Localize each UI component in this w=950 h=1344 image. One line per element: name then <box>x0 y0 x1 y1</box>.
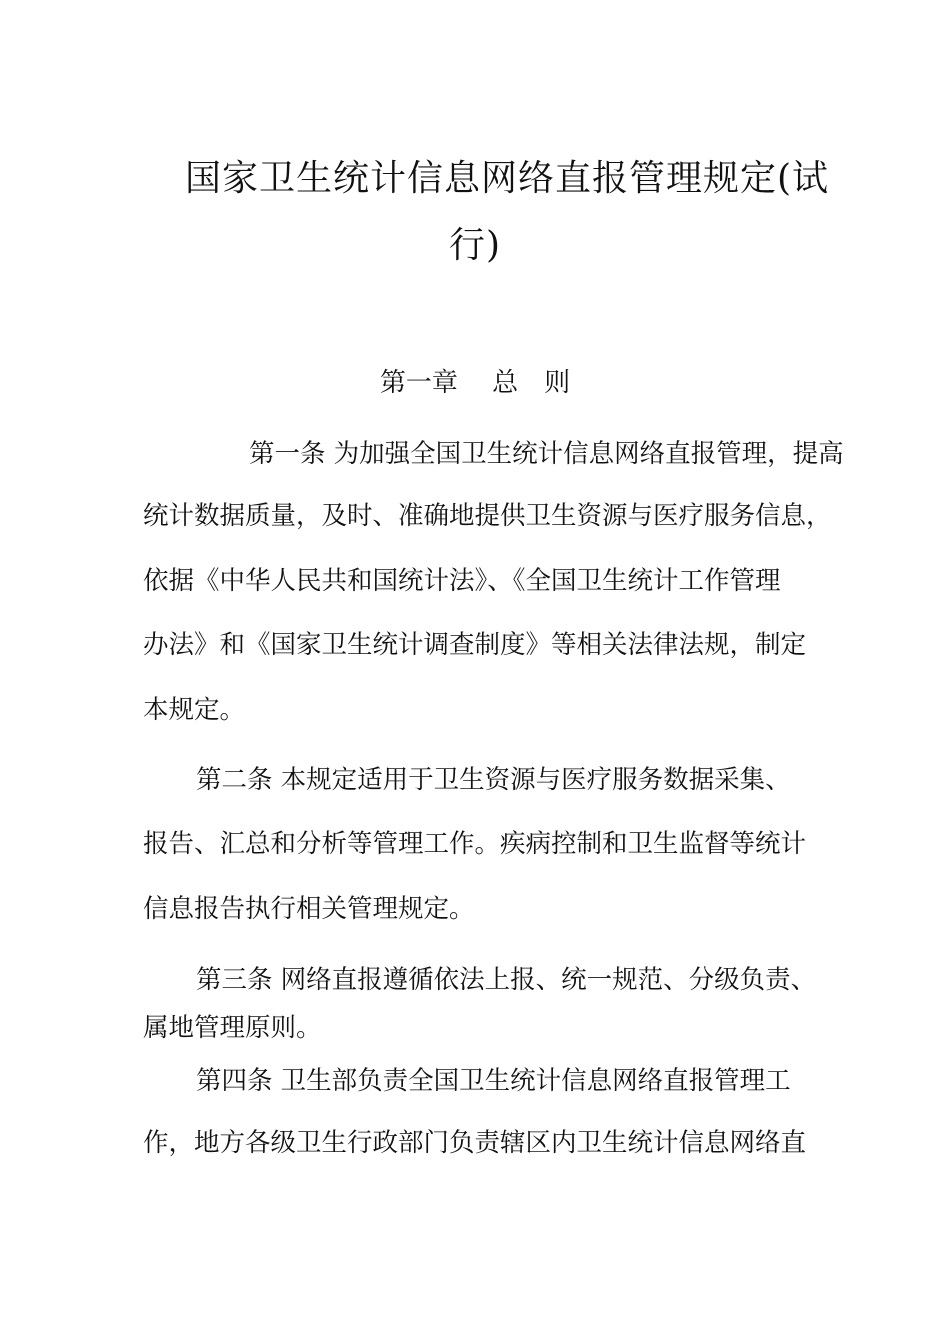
title-line-1: 国家卫生统计信息网络直报管理规定(试 <box>185 158 830 199</box>
title-line-2: 行) <box>448 225 502 266</box>
chapter-heading: 第一章 总 则 <box>379 368 571 398</box>
document-page: 国家卫生统计信息网络直报管理规定(试 行) 第一章 总 则 第一条 为加强全国卫生统计信息网络直报管理，提高 统计数据质量，及时、准确地提供卫生资源与医疗服务信息， 依据《中华人民共和国统计法》、《全国卫生统计工作管理 办法》和《国家卫生统计调查制度》等相关法律法规，制定 本规定。 第二条 本规定适用于卫生资源与医疗服务数据采集、 报告、汇总和分析等管理工作。疾病控制和卫生监督等统计 信息报告执行相关管理规定。 第三条 网络直报遵循依法上报、统一规范、分级负责、 属地管理原则。 第四条 卫生部负责全国卫生统计信息网络直报管理工 作，地方各级卫生行政部门负责辖区内卫生统计信息网络直 <box>0 0 950 1344</box>
